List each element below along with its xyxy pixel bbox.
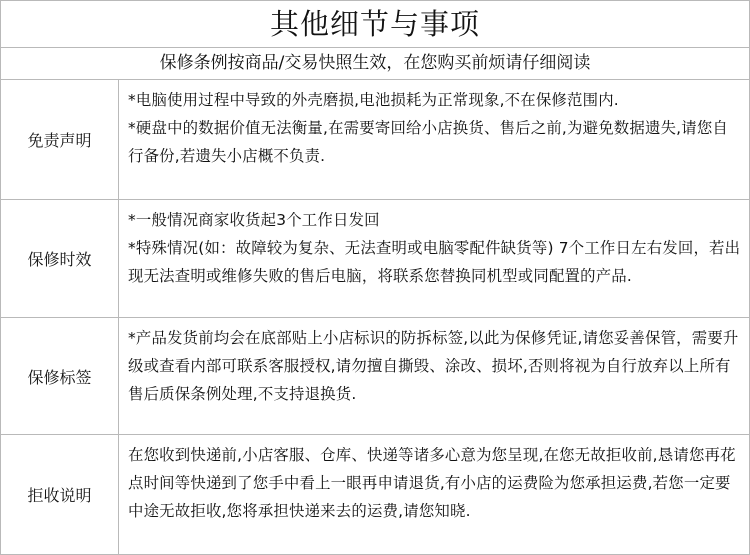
row-content-refusal bbox=[119, 435, 749, 554]
row-content-warranty-period bbox=[119, 200, 749, 317]
page-subtitle: 保修条例按商品/交易快照生效，在您购买前烦请仔细阅读 bbox=[1, 48, 749, 80]
content-line: *特殊情况(如：故障较为复杂、无法查明或电脑零配件缺货等) 7个工作日左右发回，若出现无法查明或维修失败的售后电脑，将联系您替换同机型或同配置的产品. bbox=[128, 239, 741, 285]
row-label-warranty-label: 保修标签 bbox=[1, 318, 119, 434]
content-line: 在您收到快递前,小店客服、仓库、快递等诸多心意为您呈现,在您无故拒收前,恳请您再花点时间等快递到了您手中看上一眼再申请退货,有小店的运费险为您承担运费,若您一定要中途无故拒收,您将承担快递来去的运费,请您知晓. bbox=[128, 446, 736, 520]
content-line: *产品发货前均会在底部贴上小店标识的防拆标签,以此为保修凭证,请您妥善保管，需要升级或查看内部可联系客服授权,请勿擅自撕毁、涂改、损坏,否则将视为自行放弃以上所有售后质保条例处理,不支持退换货. bbox=[128, 329, 739, 403]
row-content-disclaimer bbox=[119, 80, 749, 199]
content-line: *硬盘中的数据价值无法衡量,在需要寄回给小店换货、售后之前,为避免数据遗失,请您自行备份,若遗失小店概不负责. bbox=[128, 119, 729, 165]
content-line: *一般情况商家收货起3个工作日发回 bbox=[128, 211, 380, 229]
table-row-warranty-label bbox=[1, 318, 749, 435]
table-row-disclaimer bbox=[1, 80, 749, 200]
table-row-refusal bbox=[1, 435, 749, 554]
page-title: 其他细节与事项 bbox=[1, 1, 749, 48]
row-content-warranty-label bbox=[119, 318, 749, 434]
row-label-disclaimer: 免责声明 bbox=[1, 80, 119, 199]
row-label-refusal: 拒收说明 bbox=[1, 435, 119, 554]
table-row-warranty-period bbox=[1, 200, 749, 318]
content-line: *电脑使用过程中导致的外壳磨损,电池损耗为正常现象,不在保修范围内. bbox=[128, 91, 619, 109]
row-label-warranty-period: 保修时效 bbox=[1, 200, 119, 317]
